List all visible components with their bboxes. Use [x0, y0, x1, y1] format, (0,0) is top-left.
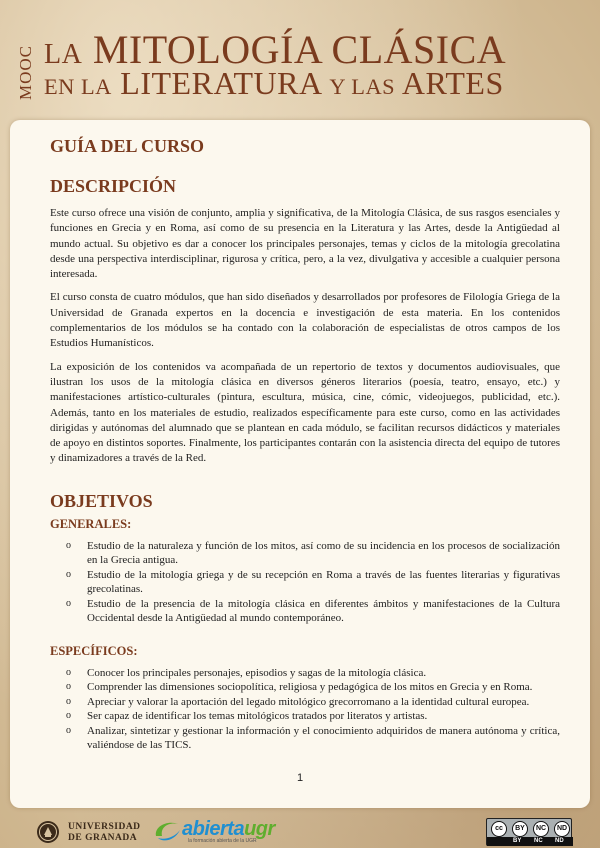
document-content: [50, 134, 560, 753]
title-literatura: LITERATURA: [120, 65, 321, 101]
list-item-text: Comprender las dimensiones sociopolítica, religiosa y pedagógica de los mitos en Grecia y en Roma.: [87, 681, 533, 694]
list-item-text: Conocer los principales personajes, episodios y sagas de la mitología clásica.: [87, 666, 427, 679]
university-logo-text: [68, 822, 158, 843]
bullet-icon: o: [66, 681, 71, 693]
title-prep-2: Y LAS: [329, 74, 396, 99]
list-item-text: Apreciar y valorar la aportación del legado mitológico grecorromano a la identidad cultural europea.: [87, 695, 530, 708]
abierta-word-ugr: ugr: [244, 818, 275, 840]
university-name-line-1: UNIVERSIDAD: [68, 822, 141, 832]
title-article: LA: [44, 39, 83, 70]
course-title-line-2: [44, 66, 504, 104]
list-item-text: Analizar, sintetizar y gestionar la información y el conocimiento adquiridos de manera autónoma y crítica, valiéndose de las TICS.: [87, 724, 560, 752]
specific-objectives-heading: ESPECÍFICOS:: [50, 643, 138, 658]
bullet-icon: o: [66, 666, 71, 678]
abierta-wordmark: [182, 818, 275, 840]
cc-by-icon: BY: [512, 821, 528, 837]
list-item: [50, 568, 560, 597]
list-item-text: Estudio de la presencia de la mitología clásica en diferentes ámbitos y manifestaciones de la Cultura Occidental desde la Antigüedad al mundo contemporáneo.: [87, 597, 560, 625]
page-number: 1: [296, 772, 304, 784]
general-objectives-list: [50, 539, 560, 626]
list-item-text: Ser capaz de identificar los temas mitológicos tratados por literatos y artistas.: [87, 710, 428, 723]
bullet-icon: o: [66, 539, 71, 551]
bullet-icon: o: [66, 597, 71, 609]
title-prep-1: EN LA: [44, 74, 112, 99]
list-item-text: Estudio de la mitología griega y de su recepción en Roma a través de las fuentes literarias y figurativas grecolatinas.: [87, 568, 560, 596]
cc-label-nd: ND: [555, 838, 564, 844]
description-paragraph-1: Este curso ofrece una visión de conjunto, amplia y significativa, de la Mitología Clásica, de sus rasgos esenciales y funciones en Grecia y en Roma, así como de su presencia en la Literatura y las Artes, desde la Antigüedad al mundo actual. Su objetivo es dar a conocer los principales personajes, temas y ciclos de la mitología grecolatina desde una perspectiva interdisciplinar, rigurosa y crítica, pero, a la vez, divulgativa y accesible a cualquier persona interesada.: [50, 207, 560, 281]
cc-label-by: BY: [513, 838, 522, 844]
list-item: [50, 709, 560, 724]
abiertaugr-logo: [152, 816, 292, 846]
title-artes: ARTES: [401, 65, 504, 101]
objectives-heading: OBJETIVOS: [50, 490, 153, 511]
general-objectives-heading: GENERALES:: [50, 516, 132, 531]
cc-icons: [489, 821, 571, 837]
abierta-tagline: la formación abierta de la UGR: [188, 838, 257, 844]
cc-label-nc: NC: [534, 838, 543, 844]
bullet-icon: o: [66, 724, 71, 736]
footer: [0, 810, 600, 848]
guide-title: GUÍA DEL CURSO: [50, 136, 205, 156]
mooc-label: MOOC: [16, 44, 35, 100]
cc-nd-icon: ND: [554, 821, 570, 837]
list-item-text: Estudio de la naturaleza y función de los mitos, así como de su incidencia en los procesos de socialización en la Grecia antigua.: [87, 539, 560, 567]
abierta-word-main: abierta: [182, 818, 245, 840]
specific-objectives-list: [50, 666, 560, 753]
course-header: [0, 0, 600, 115]
creative-commons-badge[interactable]: [486, 818, 572, 846]
description-paragraph-2: El curso consta de cuatro módulos, que han sido diseñados y desarrollados por profesores de Filología Griega de la Universidad de Granada expertos en la docencia e investigación de esta materia. En los contenidos complementarios de los módulos se ha contado con la colaboración de especialistas de otros campos de los Estudios Humanísticos.: [50, 291, 560, 350]
cc-labels: [487, 837, 573, 846]
abierta-swoosh-icon: [152, 818, 182, 844]
list-item: [50, 680, 560, 695]
bullet-icon: o: [66, 710, 71, 722]
title-main: MITOLOGÍA CLÁSICA: [92, 27, 507, 72]
list-item: [50, 695, 560, 710]
description-paragraph-3: La exposición de los contenidos va acompañada de un repertorio de textos y documentos audiovisuales, que ilustran los usos de la mitología clásica en diversos géneros literarios (poesía, teatro, ensayo, etc.) y manifestaciones artístico-culturales (pintura, escultura, música, cine, cómic, videojuegos, publicidad, etc.). Además, tanto en los materiales de estudio, realizados específicamente para este curso, como en las actividades dirigidas y autónomas del alumnado que se plantean en cada módulo, se facilitan recursos didácticos y materiales de apoyo en distintos soportes. Finalmente, los participantes contarán con la asistencia directa del equipo de tutores y dinamizadores a través de la Red.: [50, 360, 560, 465]
bullet-icon: o: [66, 695, 71, 707]
list-item: [50, 539, 560, 568]
cc-nc-icon: NC: [533, 821, 549, 837]
document-page: [10, 120, 590, 808]
cc-icon: cc: [491, 821, 507, 837]
description-heading: DESCRIPCIÓN: [50, 176, 177, 196]
university-seal-icon: [36, 820, 60, 844]
list-item: [50, 724, 560, 753]
list-item: [50, 597, 560, 626]
bullet-icon: o: [66, 568, 71, 580]
list-item: [50, 666, 560, 681]
university-name-line-2: DE GRANADA: [68, 832, 138, 843]
